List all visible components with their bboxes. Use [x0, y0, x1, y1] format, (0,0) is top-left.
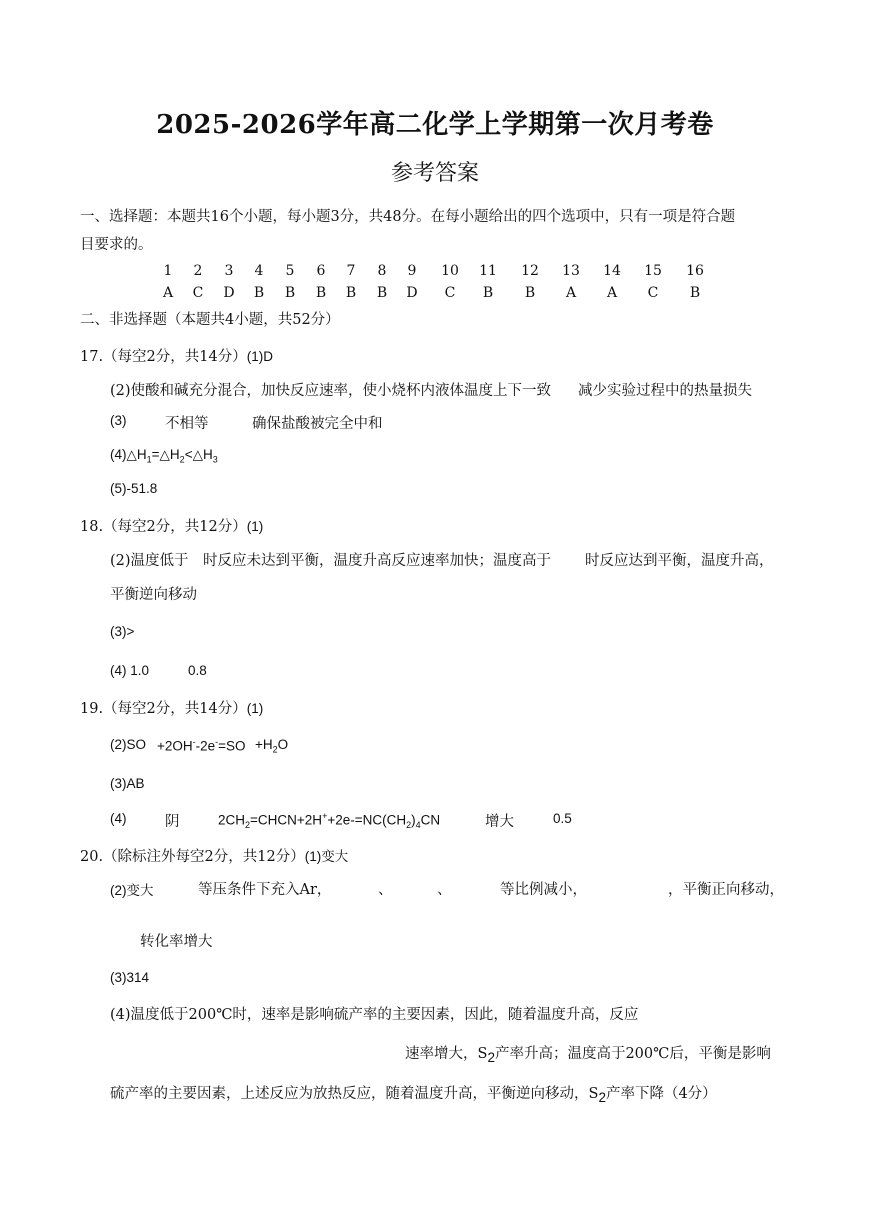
q20-part2-sep2: 、 — [437, 882, 452, 898]
answer-letter: B — [524, 285, 536, 301]
question-number: 3 — [224, 263, 234, 279]
q20-part1: (1)变大 — [304, 849, 349, 864]
q19-part4-answer4: 0.5 — [553, 811, 572, 826]
question-number: 5 — [285, 263, 295, 279]
question-number: 1 — [163, 263, 173, 279]
answer-letter: B — [482, 285, 494, 301]
q19-part4-answer3: 增大 — [485, 814, 514, 830]
q19-part3: (3)AB — [110, 776, 145, 791]
q19-part1: (1) — [246, 701, 264, 716]
question-number: 2 — [193, 263, 203, 279]
q18-part2a: (2)温度低于 — [110, 553, 189, 569]
q17-part2-answer2: 减少实验过程中的热量损失 — [578, 383, 752, 399]
q19-line1 — [80, 697, 263, 718]
answer-letter: B — [345, 285, 357, 301]
q17-part1: (1)D — [246, 349, 273, 364]
q18-part4a: (4) 1.0 — [110, 663, 150, 678]
q20-part2-answer2a: 等压条件下充入Ar， — [198, 882, 332, 898]
q20-line1 — [80, 845, 348, 866]
q18-part1: (1) — [246, 519, 264, 534]
q18-heading: 18.（每空2分，共12分） — [80, 519, 247, 535]
question-number: 7 — [346, 263, 356, 279]
answer-letter: D — [406, 285, 418, 301]
answer-letter: B — [315, 285, 327, 301]
question-number: 12 — [521, 263, 539, 279]
q18-part3: (3)> — [110, 624, 135, 639]
question-number: 4 — [254, 263, 264, 279]
answer-letter: A — [606, 285, 618, 301]
question-number: 9 — [407, 263, 417, 279]
answer-letter: B — [376, 285, 388, 301]
q20-heading: 20.（除标注外每空2分，共12分） — [80, 849, 305, 865]
q20-part2-answer1: (2)变大 — [110, 883, 154, 898]
answer-letter: C — [444, 285, 456, 301]
question-number: 6 — [316, 263, 326, 279]
q20-part4-line3: 硫产率的主要因素，上述反应为放热反应，随着温度升高，平衡逆向移动，$S_2$产率下降（4分） — [110, 1086, 717, 1105]
answer-letter: C — [647, 285, 659, 301]
section1-instructions-line2: 目要求的。 — [80, 237, 153, 253]
q17-heading: 17.（每空2分，共14分） — [80, 349, 247, 365]
section1-instructions-line1: 一、选择题：本题共16个小题，每小题3分，共48分。在每小题给出的四个选项中，只有一项是符合题 — [80, 209, 736, 225]
question-number: 14 — [603, 263, 621, 279]
q17-part3-answer2: 确保盐酸被完全中和 — [252, 416, 383, 432]
q19-part2-c: $+H_2O$ — [255, 737, 289, 755]
q17-part5: (5)-51.8 — [110, 481, 158, 496]
answer-letter: A — [162, 285, 174, 301]
question-number: 13 — [562, 263, 580, 279]
question-number: 10 — [441, 263, 459, 279]
q19-part2-b: +2OH--2e-=SO — [157, 737, 246, 754]
answer-letter: B — [253, 285, 265, 301]
q17-part4: $(4)\triangle H_1=\triangle H_2<\triangle H_3$ — [110, 447, 218, 465]
q18-line1 — [80, 515, 263, 536]
q20-part3: (3)314 — [110, 970, 150, 985]
q20-part4-line2: 速率增大，$S_2$产率升高；温度高于200℃后，平衡是影响 — [405, 1046, 771, 1065]
answer-letter: D — [223, 285, 235, 301]
question-number: 11 — [479, 263, 497, 279]
answer-letter: B — [284, 285, 296, 301]
q19-heading: 19.（每空2分，共14分） — [80, 701, 247, 717]
question-number: 15 — [644, 263, 662, 279]
q19-part4-label: (4) — [110, 811, 127, 826]
q20-part2-sep1: 、 — [378, 882, 393, 898]
answer-key-subtitle: 参考答案 — [390, 161, 479, 186]
q19-part4-answer1: 阴 — [165, 814, 180, 830]
q19-part2-a: (2)SO — [110, 737, 147, 752]
q19-part4-answer2: $2CH_2=CHCN+2H^++2e-=NC(CH_2)_4CN$ — [218, 811, 441, 831]
exam-title: 2025-2026学年高二化学上学期第一次月考卷 — [156, 110, 714, 140]
answer-letter: C — [192, 285, 204, 301]
q18-part2d: 平衡逆向移动 — [110, 587, 197, 603]
q20-part2-answer2d: 转化率增大 — [140, 934, 213, 950]
q18-part2c: 时反应达到平衡，温度升高， — [585, 553, 774, 569]
question-number: 8 — [377, 263, 387, 279]
q18-part4b: 0.8 — [188, 663, 207, 678]
q20-part2-answer2c: ，平衡正向移动， — [668, 882, 784, 898]
section2-heading: 二、非选择题（本题共4小题，共52分） — [80, 312, 340, 328]
q17-part2-answer1: (2)使酸和碱充分混合，加快反应速率，使小烧杯内液体温度上下一致 — [110, 383, 552, 399]
q18-part2b: 时反应未达到平衡，温度升高反应速率加快；温度高于 — [203, 553, 551, 569]
q20-part2-answer2b: 等比例减小， — [500, 882, 587, 898]
q17-line1 — [80, 345, 273, 366]
q20-part4-line1: (4)温度低于200℃时，速率是影响硫产率的主要因素，因此，随着温度升高，反应 — [110, 1007, 639, 1023]
q17-part3-answer1: 不相等 — [165, 416, 209, 432]
answer-letter: B — [689, 285, 701, 301]
question-number: 16 — [686, 263, 704, 279]
q17-part3-label: (3) — [110, 413, 127, 428]
answer-letter: A — [565, 285, 577, 301]
